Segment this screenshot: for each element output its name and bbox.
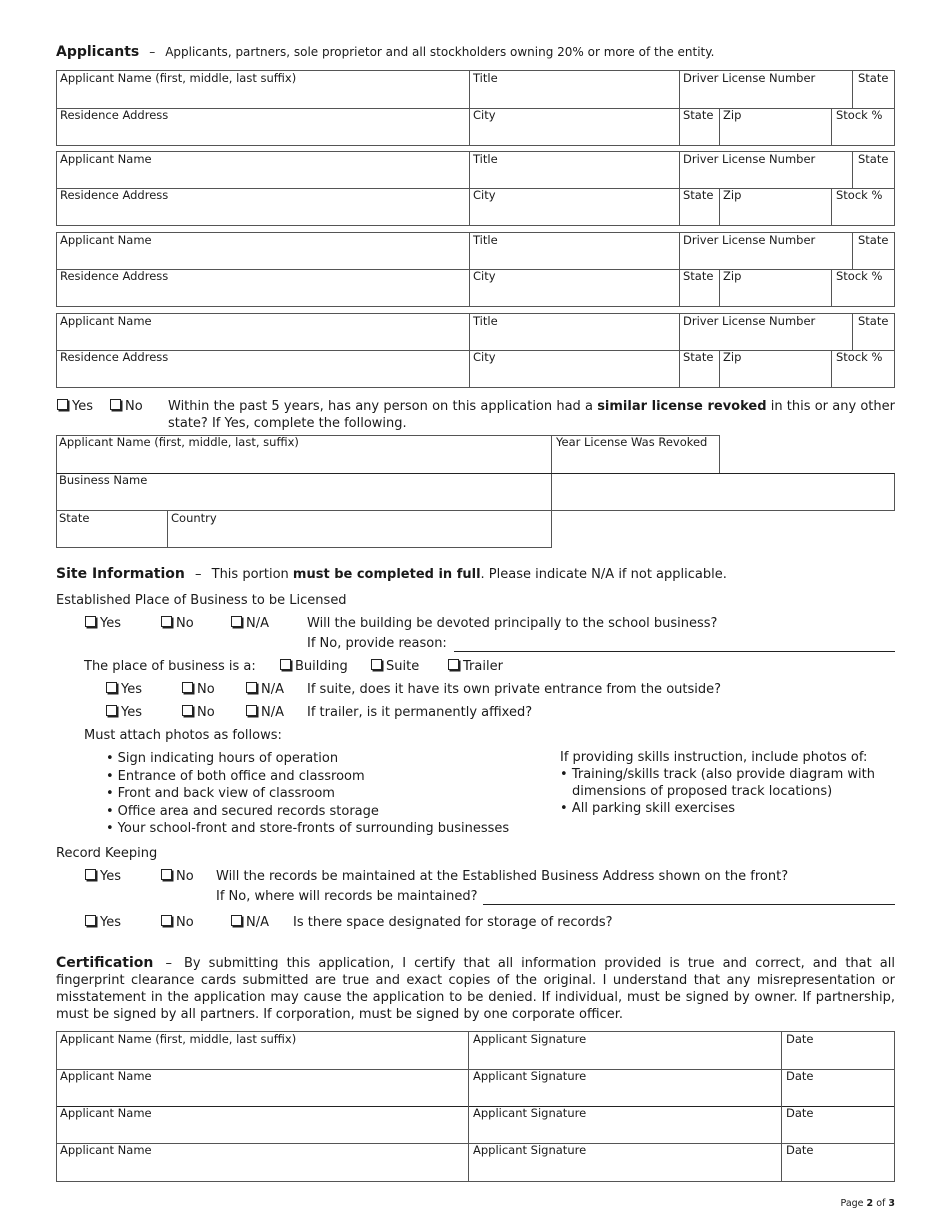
applicant-name-field[interactable]: Applicant Name — [60, 233, 152, 247]
established-label: Established Place of Business to be Licensed — [56, 593, 347, 608]
place-label: The place of business is a: — [84, 659, 256, 674]
site-info-dash: – — [194, 567, 202, 582]
checkbox-icon — [57, 399, 68, 410]
applicant-name-field[interactable]: Applicant Name (first, middle, last suffix) — [60, 71, 297, 85]
applicants-subtitle: Applicants, partners, sole proprietor and all stockholders owning 20% or more of the entity. — [165, 45, 715, 59]
skills-item-1-cont: dimensions of proposed track locations) — [572, 784, 833, 799]
applicant-block-1 — [56, 70, 895, 146]
revoked-table — [56, 435, 895, 550]
revoked-state-field[interactable]: State — [59, 511, 90, 525]
driver-license-field[interactable]: Driver License Number — [683, 314, 816, 328]
city-field[interactable]: City — [473, 108, 496, 122]
title-field[interactable]: Title — [473, 152, 498, 166]
signature-table — [56, 1031, 895, 1182]
list-item: • Sign indicating hours of operation — [106, 750, 509, 768]
stock-field[interactable]: Stock % — [836, 108, 883, 122]
revoked-country-field[interactable]: Country — [171, 511, 217, 525]
applicants-header — [56, 44, 714, 60]
photos-label: Must attach photos as follows: — [84, 728, 282, 743]
license-state-field[interactable]: State — [858, 233, 889, 247]
checkbox-icon — [85, 616, 96, 627]
skills-label: If providing skills instruction, include photos of: — [560, 750, 868, 765]
revoked-yes-checkbox[interactable]: Yes — [57, 399, 93, 414]
checkbox-icon — [182, 682, 193, 693]
applicants-dash: – — [149, 45, 156, 59]
trailer-checkbox[interactable]: Trailer — [448, 659, 503, 674]
zip-field[interactable]: Zip — [723, 350, 742, 364]
suite-na-checkbox[interactable]: N/A — [246, 682, 284, 697]
records-maintained-question: Will the records be maintained at the Established Business Address shown on the front? — [216, 869, 789, 884]
page-number: Page 2 of 3 — [840, 1198, 895, 1209]
site-info-title: Site Information — [56, 566, 185, 582]
devoted-question: Will the building be devoted principally to the school business? — [307, 616, 718, 631]
list-item: • Your school-front and store-fronts of surrounding businesses — [106, 820, 509, 838]
driver-license-field[interactable]: Driver License Number — [683, 233, 816, 247]
revoked-business-field[interactable]: Business Name — [59, 473, 148, 487]
suite-question: If suite, does it have its own private entrance from the outside? — [307, 682, 722, 697]
cert-date-field[interactable]: Date — [786, 1106, 814, 1120]
zip-field[interactable]: Zip — [723, 108, 742, 122]
suite-checkbox[interactable]: Suite — [371, 659, 419, 674]
cert-signature-field[interactable]: Applicant Signature — [473, 1032, 587, 1046]
space-question: Is there space designated for storage of records? — [293, 915, 613, 930]
driver-license-field[interactable]: Driver License Number — [683, 152, 816, 166]
list-item: • Front and back view of classroom — [106, 785, 509, 803]
trailer-na-checkbox[interactable]: N/A — [246, 705, 284, 720]
applicant-name-field[interactable]: Applicant Name — [60, 314, 152, 328]
checkbox-icon — [246, 705, 257, 716]
checkbox-icon — [231, 616, 242, 627]
state-field[interactable]: State — [683, 269, 714, 283]
state-field[interactable]: State — [683, 188, 714, 202]
checkbox-icon — [161, 869, 172, 880]
residence-address-field[interactable]: Residence Address — [60, 188, 169, 202]
checkbox-icon — [280, 659, 291, 670]
cert-name-field[interactable]: Applicant Name — [60, 1069, 152, 1083]
checkbox-icon — [106, 705, 117, 716]
cert-signature-field[interactable]: Applicant Signature — [473, 1106, 587, 1120]
cert-signature-field[interactable]: Applicant Signature — [473, 1143, 587, 1157]
devoted-yes-checkbox[interactable]: Yes — [85, 616, 121, 631]
trailer-yes-checkbox[interactable]: Yes — [106, 705, 142, 720]
list-item: • Entrance of both office and classroom — [106, 768, 509, 786]
checkbox-icon — [231, 915, 242, 926]
skills-item-2: • All parking skill exercises — [560, 801, 736, 816]
checkbox-icon — [85, 915, 96, 926]
checkbox-icon — [85, 869, 96, 880]
residence-address-field[interactable]: Residence Address — [60, 350, 169, 364]
records-no-checkbox[interactable]: No — [161, 869, 194, 884]
trailer-no-checkbox[interactable]: No — [182, 705, 215, 720]
applicant-name-field[interactable]: Applicant Name — [60, 152, 152, 166]
cert-date-field[interactable]: Date — [786, 1032, 814, 1046]
checkbox-icon — [182, 705, 193, 716]
zip-field[interactable]: Zip — [723, 188, 742, 202]
reason-input[interactable] — [454, 651, 895, 652]
state-field[interactable]: State — [683, 108, 714, 122]
residence-address-field[interactable]: Residence Address — [60, 108, 169, 122]
certification-paragraph: Certification – By submitting this application, I certify that all information provided is true and correct, and that all fingerprint clearance cards submitted are true and exact copies of the original. I understand that any misrepresentation or misstatement in the application may cause the application to be denied. If individual, must be signed by owner. If partnership, must be signed by all partners. If corporation, must be signed by one corporate officer. — [56, 955, 895, 1022]
revoked-year-field[interactable]: Year License Was Revoked — [556, 435, 708, 449]
checkbox-icon — [110, 399, 121, 410]
revoked-name-field[interactable]: Applicant Name (first, middle, last, suffix) — [59, 435, 299, 449]
cert-date-field[interactable]: Date — [786, 1143, 814, 1157]
checkbox-icon — [371, 659, 382, 670]
revoked-no-checkbox[interactable]: No — [110, 399, 143, 414]
title-field[interactable]: Title — [473, 233, 498, 247]
zip-field[interactable]: Zip — [723, 269, 742, 283]
cert-name-field[interactable]: Applicant Name — [60, 1106, 152, 1120]
list-item: • Office area and secured records storage — [106, 803, 509, 821]
title-field[interactable]: Title — [473, 71, 498, 85]
license-state-field[interactable]: State — [858, 152, 889, 166]
suite-yes-checkbox[interactable]: Yes — [106, 682, 142, 697]
applicant-block-2 — [56, 151, 895, 226]
title-field[interactable]: Title — [473, 314, 498, 328]
skills-item-1: • Training/skills track (also provide diagram with — [560, 767, 875, 782]
photos-list — [106, 750, 509, 838]
state-field[interactable]: State — [683, 350, 714, 364]
checkbox-icon — [448, 659, 459, 670]
certification-text: By submitting this application, I certify that all information provided is true and correct, and that all fingerprint clearance cards submitted are true and exact copies of the original. I understand that any misrepresentation or misstatement in the application may cause the application to be denied. If individual, must be signed by owner. If partnership, must be signed by all partners. If corporation, must be signed by one corporate officer. — [56, 956, 895, 1022]
applicant-block-3 — [56, 232, 895, 307]
applicants-title: Applicants — [56, 44, 140, 60]
devoted-no-checkbox[interactable]: No — [161, 616, 194, 631]
stock-field[interactable]: Stock % — [836, 350, 883, 364]
records-where-label: If No, where will records be maintained? — [216, 889, 478, 904]
records-yes-checkbox[interactable]: Yes — [85, 869, 121, 884]
revoked-question: Within the past 5 years, has any person on this application had a similar license revoked in this or any other state? If Yes, complete the following. — [168, 399, 895, 431]
cert-name-field[interactable]: Applicant Name — [60, 1143, 152, 1157]
license-state-field[interactable]: State — [858, 314, 889, 328]
devoted-na-checkbox[interactable]: N/A — [231, 616, 269, 631]
record-keeping-title: Record Keeping — [56, 846, 158, 861]
cert-signature-field[interactable]: Applicant Signature — [473, 1069, 587, 1083]
suite-no-checkbox[interactable]: No — [182, 682, 215, 697]
city-field[interactable]: City — [473, 188, 496, 202]
residence-address-field[interactable]: Residence Address — [60, 269, 169, 283]
reason-label: If No, provide reason: — [307, 636, 447, 651]
city-field[interactable]: City — [473, 350, 496, 364]
cert-name-field[interactable]: Applicant Name (first, middle, last suffix) — [60, 1032, 297, 1046]
cert-date-field[interactable]: Date — [786, 1069, 814, 1083]
checkbox-icon — [246, 682, 257, 693]
space-no-checkbox[interactable]: No — [161, 915, 194, 930]
checkbox-icon — [161, 915, 172, 926]
stock-field[interactable]: Stock % — [836, 269, 883, 283]
building-checkbox[interactable]: Building — [280, 659, 348, 674]
stock-field[interactable]: Stock % — [836, 188, 883, 202]
driver-license-field[interactable]: Driver License Number — [683, 71, 816, 85]
trailer-question: If trailer, is it permanently affixed? — [307, 705, 533, 720]
applicant-block-4 — [56, 313, 895, 388]
city-field[interactable]: City — [473, 269, 496, 283]
space-yes-checkbox[interactable]: Yes — [85, 915, 121, 930]
checkbox-icon — [106, 682, 117, 693]
certification-title: Certification — [56, 955, 154, 971]
site-info-header: Site Information – This portion must be completed in full. Please indicate N/A if not applicable. — [56, 566, 727, 582]
records-where-input[interactable] — [483, 904, 895, 905]
space-na-checkbox[interactable]: N/A — [231, 915, 269, 930]
checkbox-icon — [161, 616, 172, 627]
license-state-field[interactable]: State — [858, 71, 889, 85]
